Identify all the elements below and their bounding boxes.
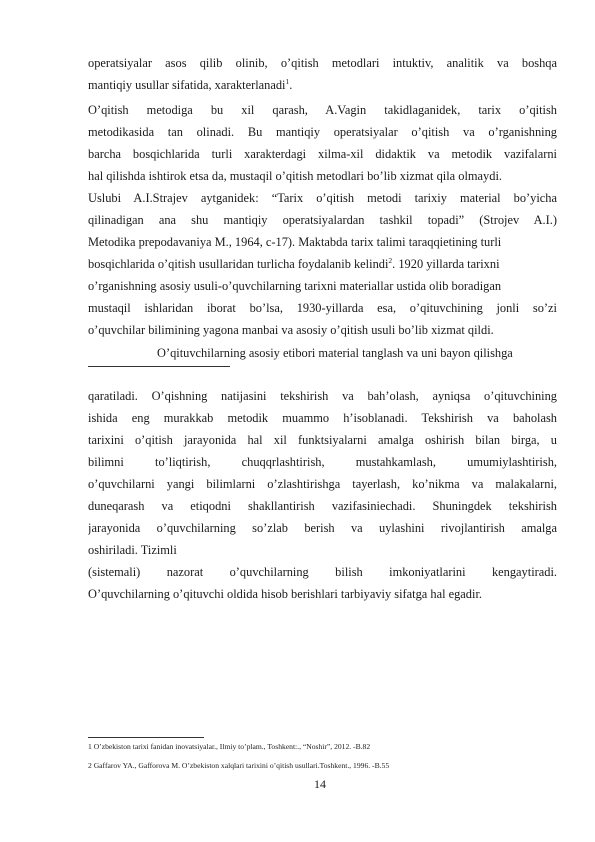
- footnote-ref: 2: [388, 256, 393, 265]
- text-line: metodikasida tan olinadi. Bu mantiqiy operatsiyalar o’qitish va o’rganishning: [88, 125, 557, 139]
- text-line: qaratiladi. O’qishning natijasini tekshirish va bah’olash, ayniqsa o’qituvchining: [88, 389, 557, 403]
- footnote-separator: [88, 737, 204, 738]
- text-span: . 1920 yillarda tarixni: [392, 257, 500, 271]
- text-line: mustaqil ishlaridan iborat bo’lsa, 1930-yillarda esa, o’qituvchining jonli so’zi: [88, 301, 557, 315]
- text-line: jarayonida o’quvchilarning so’zlab berish va uylashini rivojlantirish amalga: [88, 521, 557, 535]
- text-line: duneqarash va etiqodni shakllantirish vazifasiniechadi. Shuningdek tekshirish: [88, 499, 557, 513]
- text-line: mantiqiy usullar sifatida, xarakterlanadi$^1$.: [88, 77, 293, 92]
- text-line: barcha bosqichlarida turli xarakterdagi xilma-xil didaktik va metodik vazifalarni: [88, 147, 557, 161]
- text-line: O’quvchilarning o’qituvchi oldida hisob berishlari tarbiyaviy sifatga hal egadir.: [88, 587, 482, 601]
- text-line: [88, 256, 557, 272]
- text-line: Metodika prepodavaniya M., 1964, c-17). Maktabda tarix talimi taraqqietining turli: [88, 235, 502, 249]
- text-line: o’quvchilar bilimining yagona manbai va asosiy o’qitish usuli bo’lib xizmat qildi.: [88, 323, 494, 337]
- text-line: tarixini o’qitish jarayonida hal xil funktsiyalarni amalga oshirish bilan birga, u: [88, 433, 557, 447]
- text-line: o’quvchilarni yangi bilimlarni o’zlashtirishga tayerlash, ko’nikma va malakalarni,: [88, 477, 557, 491]
- footnote-ref: 1: [285, 77, 290, 86]
- footnote: 1 O’zbekiston tarixi fanidan inovatsiyalar., Ilmiy to’plam., Toshkent:., “Noshir”, 2012. -B.82: [88, 742, 371, 751]
- text-line: oshiriladi. Tizimli: [88, 543, 177, 557]
- text-line: bilimni to’liqtirish, chuqqrlashtirish, mustahkamlash, umumiylashtirish,: [88, 455, 557, 469]
- footnote: 2 Gaffarov YA., Gafforova M. O’zbekiston xalqlari tarixini o’qitish usullari.Toshkent., 1996. -B.55: [88, 761, 390, 770]
- text-span: bosqichlarida o’qitish usullaridan turlicha foydalanib kelindi: [88, 257, 389, 271]
- text-line: operatsiyalar asos qilib olinib, o’qitish metodlari intuktiv, analitik va boshqa: [88, 56, 557, 70]
- page-number: 14: [314, 777, 326, 791]
- text-line: O’qitish metodiga bu xil qarash, A.Vagin takidlaganidek, tarix o’qitish: [88, 103, 557, 117]
- text-line: ishida eng murakkab metodik muammo h’isoblanadi. Tekshirish va baholash: [88, 411, 557, 425]
- text-line: o’rganishning asosiy usuli-o’quvchilarning tarixni materiallar ustida olib boradigan: [88, 279, 502, 293]
- text-span: mantiqiy usullar sifatida, xarakterlanadi: [88, 78, 286, 92]
- text-line: hal qilishda ishtirok etsa da, mustaqil o’qitish metodlari bo’lib xizmat qila olmaydi.: [88, 169, 502, 183]
- footnote-separator: [88, 366, 230, 367]
- text-line: qilinadigan ana shu mantiqiy operatsiyalardan tashkil topadi” (Strojev A.I.): [88, 213, 557, 227]
- text-line: Uslubi A.I.Strajev aytganidek: “Tarix o’qitish metodi tarixiy material bo’yicha: [88, 191, 557, 205]
- text-line: (sistemali) nazorat o’quvchilarning bilish imkoniyatlarini kengaytiradi.: [88, 565, 557, 579]
- text-line: O’qituvchilarning asosiy etibori material tanglash va uni bayon qilishga: [157, 346, 513, 360]
